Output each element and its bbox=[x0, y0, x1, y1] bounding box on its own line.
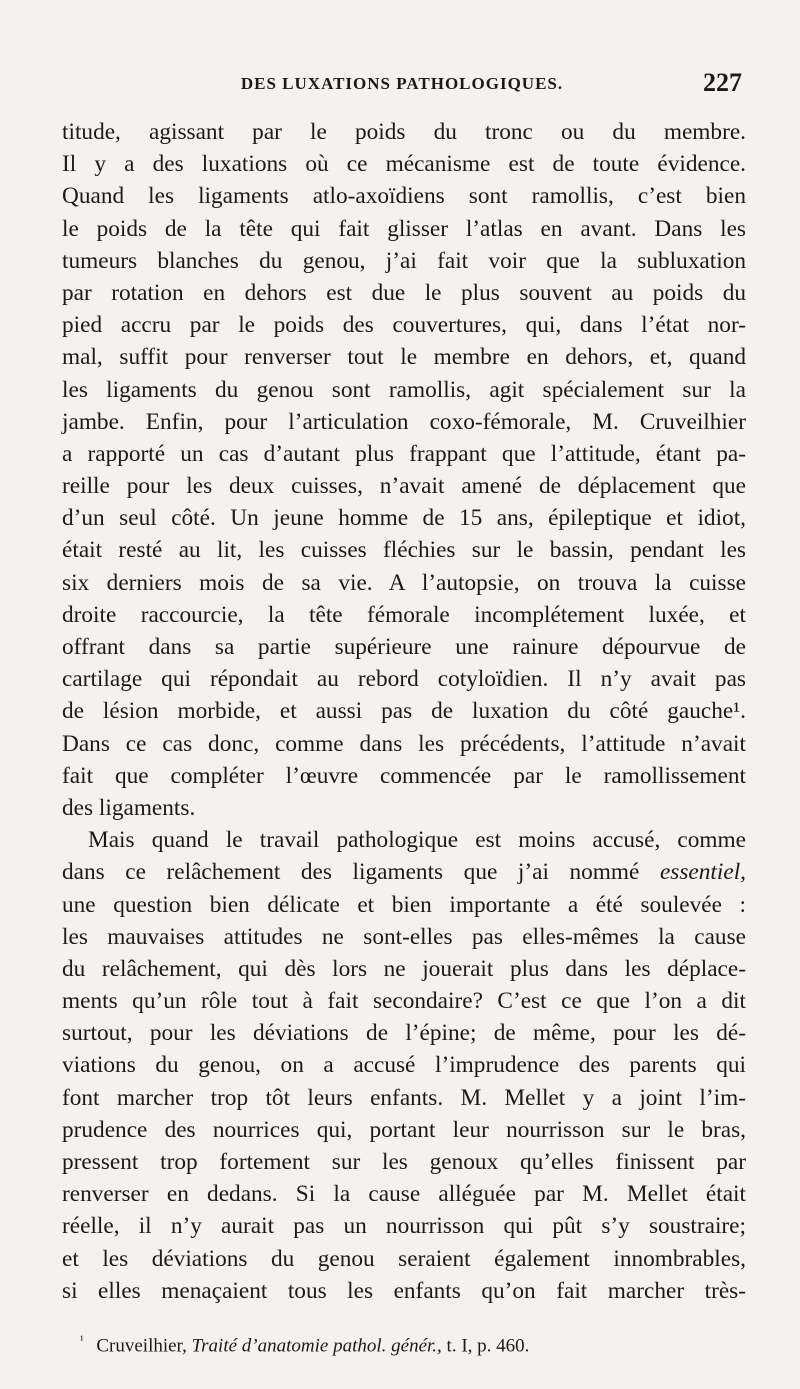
footnote-author: Cruveilhier, bbox=[96, 1335, 187, 1357]
text-line: surtout, pour les déviations de l’épine; de même, pour les dé- bbox=[62, 1020, 746, 1047]
text-line: de lésion morbide, et aussi pas de luxation du côté gauche¹. bbox=[62, 698, 746, 725]
text-line: renverser en dedans. Si la cause alléguée par M. Mellet était bbox=[62, 1181, 746, 1208]
text-line: droite raccourcie, la tête fémorale incomplétement luxée, et bbox=[62, 601, 746, 628]
page-number: 227 bbox=[703, 68, 742, 97]
text-line: font marcher trop tôt leurs enfants. M. Mellet y a joint l’im- bbox=[62, 1084, 746, 1111]
text-line: et les déviations du genou seraient également innombrables, bbox=[62, 1245, 746, 1272]
text-line: prudence des nourrices qui, portant leur nourrisson sur le bras, bbox=[62, 1116, 746, 1143]
text-line: tumeurs blanches du genou, j’ai fait voir que la subluxation bbox=[62, 247, 746, 274]
text-line: ments qu’un rôle tout à fait secondaire? C’est ce que l’on a dit bbox=[62, 988, 746, 1015]
footnote-title: Traité d’anatomie pathol. génér., bbox=[191, 1335, 442, 1357]
text-line: offrant dans sa partie supérieure une rainure dépourvue de bbox=[62, 634, 746, 660]
running-title: DES LUXATIONS PATHOLOGIQUES. bbox=[240, 74, 564, 93]
text-line: Quand les ligaments atlo-axoïdiens sont ramollis, c’est bien bbox=[62, 183, 746, 210]
text-line: Il y a des luxations où ce mécanisme est de toute évidence. bbox=[62, 151, 746, 178]
text-line: les ligaments du genou sont ramollis, agit spécialement sur la bbox=[62, 376, 746, 403]
text-line: a rapporté un cas d’autant plus frappant que l’attitude, étant pa- bbox=[62, 440, 746, 467]
text-line: réelle, il n’y aurait pas un nourrisson qui pût s’y soustraire; bbox=[62, 1213, 746, 1240]
text-line: reille pour les deux cuisses, n’avait amené de déplacement que bbox=[62, 473, 746, 500]
text-line: viations du genou, on a accusé l’imprudence des parents qui bbox=[62, 1052, 746, 1079]
text-line: d’un seul côté. Un jeune homme de 15 ans, épileptique et idiot, bbox=[62, 505, 746, 532]
text-line: du relâchement, qui dès lors ne jouerait plus dans les déplace- bbox=[62, 955, 746, 982]
text-line: cartilage qui répondait au rebord cotyloïdien. Il n’y avait pas bbox=[62, 666, 746, 693]
text-line: six derniers mois de sa vie. A l’autopsie, on trouva la cuisse bbox=[62, 569, 746, 596]
footnote bbox=[80, 1333, 529, 1357]
text-line: Dans ce cas donc, comme dans les précédents, l’attitude n’avait bbox=[62, 730, 746, 757]
text-line: par rotation en dehors est due le plus souvent au poids du bbox=[62, 279, 746, 306]
footnote-reference: t. I, p. 460. bbox=[446, 1335, 530, 1357]
running-head bbox=[62, 68, 742, 104]
text-line: était resté au lit, les cuisses fléchies sur le bassin, pendant les bbox=[62, 537, 746, 564]
text-line: des ligaments. bbox=[62, 794, 196, 821]
text-line: si elles menaçaient tous les enfants qu’on fait marcher très- bbox=[62, 1277, 746, 1304]
text-line: le poids de la tête qui fait glisser l’atlas en avant. Dans les bbox=[62, 215, 746, 242]
footnote-marker: ¹ bbox=[80, 1333, 84, 1347]
text-line: jambe. Enfin, pour l’articulation coxo-fémorale, M. Cruveilhier bbox=[62, 408, 746, 435]
text-line: pied accru par le poids des couvertures, qui, dans l’état nor- bbox=[62, 312, 746, 339]
body-text bbox=[62, 116, 746, 1307]
text-line: dans ce relâchement des ligaments que j’ai nommé essentiel, bbox=[62, 859, 746, 886]
text-line: Mais quand le travail pathologique est moins accusé, comme bbox=[88, 827, 746, 854]
text-line: pressent trop fortement sur les genoux qu’elles finissent par bbox=[62, 1149, 746, 1175]
text-line: les mauvaises attitudes ne sont-elles pas elles-mêmes la cause bbox=[62, 923, 746, 950]
text-line: une question bien délicate et bien importante a été soulevée : bbox=[62, 891, 746, 918]
text-line: mal, suffit pour renverser tout le membre en dehors, et, quand bbox=[62, 344, 746, 371]
text-line: fait que compléter l’œuvre commencée par le ramollissement bbox=[62, 762, 746, 789]
text-line: titude, agissant par le poids du tronc ou du membre. bbox=[62, 119, 746, 145]
